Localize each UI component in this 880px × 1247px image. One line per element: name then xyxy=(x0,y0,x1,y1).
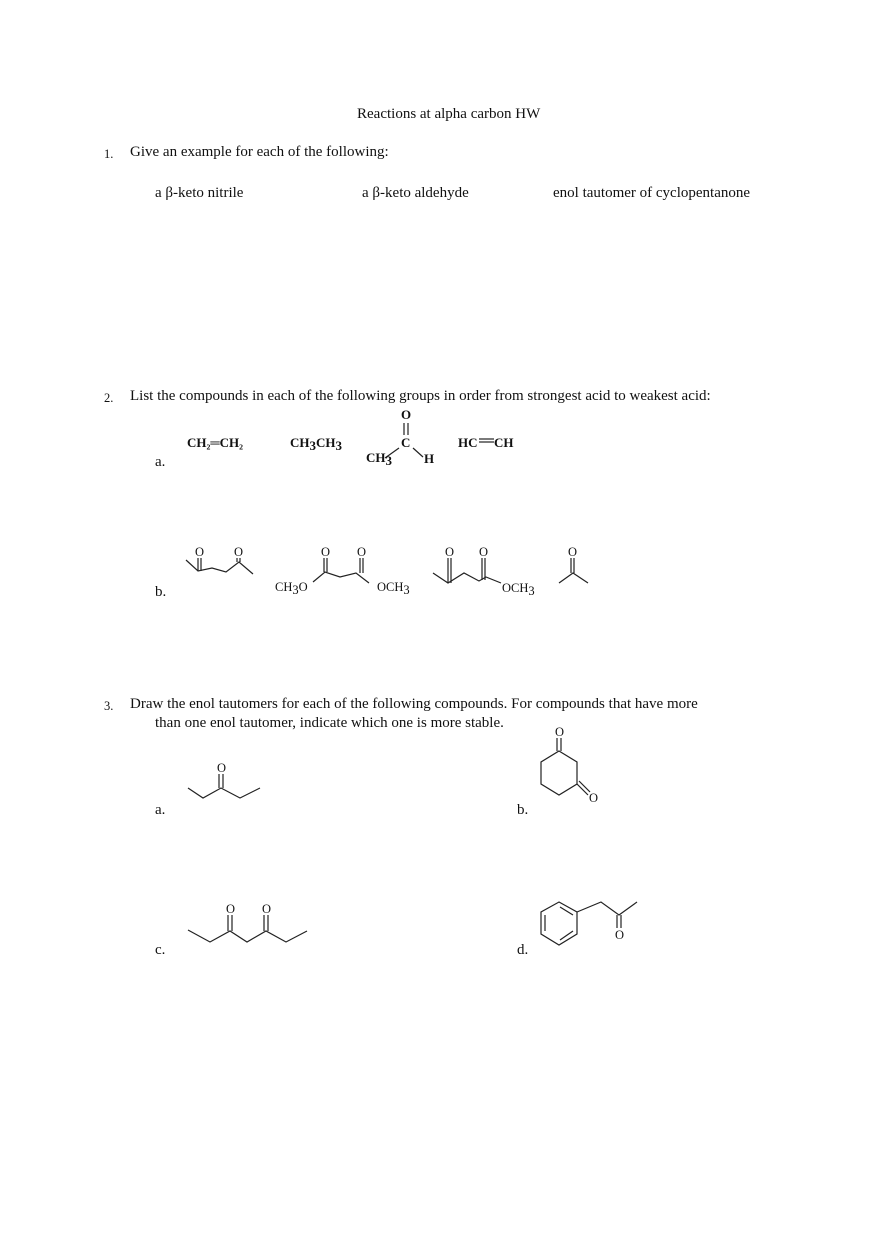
q3-prompt-line1: Draw the enol tautomers for each of the following compounds. For compounds that have more xyxy=(130,696,698,712)
q3d-phenylacetone xyxy=(530,890,650,955)
q2a-ethene-text: CH₂═CH₂ xyxy=(187,435,244,450)
q1-item-enol-cyclopentanone: enol tautomer of cyclopentanone xyxy=(553,185,751,201)
q3a-pentanone xyxy=(185,760,275,805)
q3b-o2: O xyxy=(589,791,599,805)
q3-prompt-line2: than one enol tautomer, indicate which one is more stable. xyxy=(155,715,504,731)
q2b-methyl-acetoacetate xyxy=(433,545,535,598)
q2a-c-h-bond xyxy=(413,448,423,457)
q2a-ethane-text: CH3CH3 xyxy=(290,435,342,453)
q3b-co2a xyxy=(577,784,588,795)
q2b-dm-o1: O xyxy=(321,545,331,559)
q3d-side-chain xyxy=(577,902,637,915)
q2a-acetaldehyde xyxy=(366,407,434,468)
q2b-acetone-chain xyxy=(559,573,588,583)
q2b-molecules xyxy=(180,540,600,605)
q3d-benzene-ring xyxy=(541,902,577,945)
q3b-cyclohexanedione xyxy=(530,725,610,810)
q2a-ethane xyxy=(290,435,343,453)
q2b-maa-och3: OCH3 xyxy=(502,581,535,598)
q2-prompt: List the compounds in each of the following groups in order from strongest acid to weakest acid: xyxy=(130,388,711,404)
q3a-o: O xyxy=(217,761,227,775)
page-title: Reactions at alpha carbon HW xyxy=(357,106,541,122)
q3a-label: a. xyxy=(155,802,166,818)
q2b-dimethyl-malonate xyxy=(275,545,410,597)
q2b-dm-och3: OCH3 xyxy=(377,580,410,597)
q3b-ring xyxy=(541,751,577,795)
q3-number: 3. xyxy=(104,699,114,713)
q3a-chain xyxy=(188,788,260,798)
q2b-maa-chain xyxy=(433,573,501,583)
q2b-pentanedione xyxy=(186,545,253,574)
q3c-label: c. xyxy=(155,942,166,958)
q3c-o2: O xyxy=(262,902,272,916)
q2b-dm-ch3o: CH3O xyxy=(275,580,308,597)
q3d-inner-bond-2 xyxy=(560,931,573,940)
q2a-ethyne xyxy=(458,435,514,450)
q1-item-beta-keto-nitrile: a β-keto nitrile xyxy=(155,185,244,201)
q3c-chain xyxy=(188,930,307,942)
q2b-pd-o1: O xyxy=(195,545,205,559)
q2b-dm-o2: O xyxy=(357,545,367,559)
q2b-maa-o2: O xyxy=(479,545,489,559)
q2a-ethyne-left: HC xyxy=(458,435,478,450)
q2-number: 2. xyxy=(104,391,114,405)
q1-item-beta-keto-aldehyde: a β-keto aldehyde xyxy=(362,185,469,201)
q3d-o: O xyxy=(615,928,625,942)
q2b-acetone xyxy=(559,545,588,583)
q2b-acetone-o: O xyxy=(568,545,578,559)
q2a-aldehyde-ch3: CH3 xyxy=(366,450,392,468)
q1-number: 1. xyxy=(104,147,114,161)
q2b-pd-o2: O xyxy=(234,545,244,559)
q3c-heptanedione xyxy=(185,900,315,945)
q3d-label: d. xyxy=(517,942,529,958)
q3b-o1: O xyxy=(555,725,565,739)
q2a-label: a. xyxy=(155,454,166,470)
q2a-ethene xyxy=(187,435,243,450)
q2a-ethyne-right: CH xyxy=(494,435,514,450)
q2b-label: b. xyxy=(155,584,167,600)
q2b-dm-chain xyxy=(313,572,369,583)
q2a-aldehyde-h: H xyxy=(424,451,435,466)
q2a-molecules xyxy=(180,400,540,475)
q3c-o1: O xyxy=(226,902,236,916)
q1-prompt: Give an example for each of the following: xyxy=(130,144,389,160)
q2b-pentanedione-chain xyxy=(186,560,253,574)
q2b-maa-o1: O xyxy=(445,545,455,559)
q3b-label: b. xyxy=(517,802,529,818)
q2a-aldehyde-carbon: C xyxy=(401,435,411,450)
q2a-aldehyde-oxygen: O xyxy=(401,407,412,422)
